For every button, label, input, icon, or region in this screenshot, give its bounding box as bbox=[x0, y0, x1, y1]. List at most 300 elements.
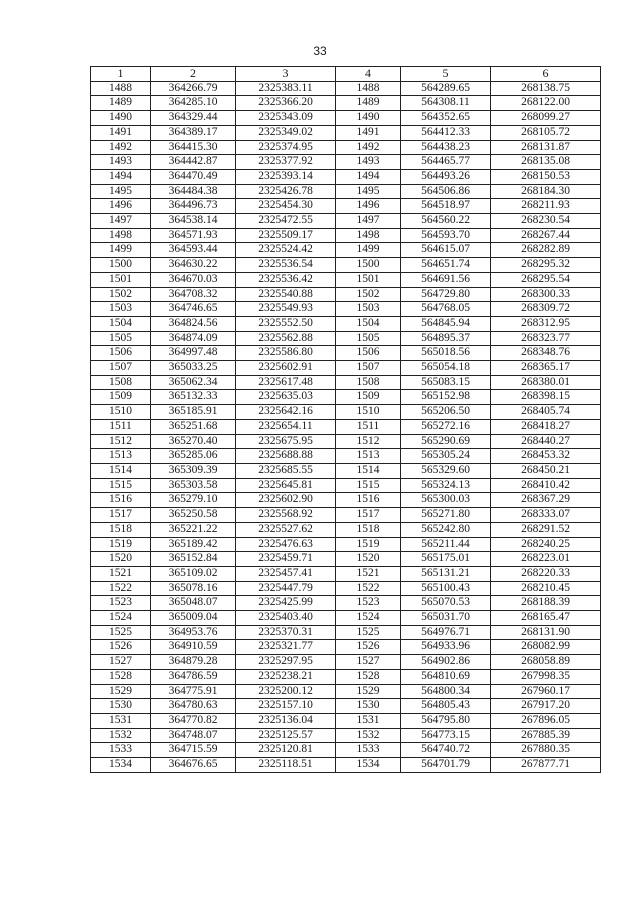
table-row bbox=[91, 405, 601, 420]
table-cell: 365109.02 bbox=[151, 566, 236, 581]
table-cell: 364748.07 bbox=[151, 728, 236, 743]
table-cell: 1506 bbox=[336, 346, 401, 361]
table-cell: 364470.49 bbox=[151, 169, 236, 184]
table-cell: 2325125.57 bbox=[236, 728, 336, 743]
table-cell: 1504 bbox=[336, 316, 401, 331]
table-cell: 364285.10 bbox=[151, 96, 236, 111]
table-row bbox=[91, 434, 601, 449]
table-cell: 365285.06 bbox=[151, 449, 236, 464]
table-cell: 268220.33 bbox=[491, 566, 601, 581]
table-cell: 564352.65 bbox=[401, 111, 491, 126]
table-cell: 1530 bbox=[91, 699, 151, 714]
table-cell: 1506 bbox=[91, 346, 151, 361]
table-cell: 364874.09 bbox=[151, 331, 236, 346]
table-cell: 1507 bbox=[91, 361, 151, 376]
column-header: 3 bbox=[236, 67, 336, 82]
table-cell: 1489 bbox=[91, 96, 151, 111]
table-row bbox=[91, 508, 601, 523]
table-cell: 364496.73 bbox=[151, 199, 236, 214]
table-cell: 2325377.92 bbox=[236, 155, 336, 170]
table-cell: 1503 bbox=[91, 302, 151, 317]
table-cell: 1514 bbox=[91, 463, 151, 478]
table-cell: 2325540.88 bbox=[236, 287, 336, 302]
table-cell: 565324.13 bbox=[401, 478, 491, 493]
table-cell: 268099.27 bbox=[491, 111, 601, 126]
table-cell: 2325349.02 bbox=[236, 125, 336, 140]
table-row bbox=[91, 758, 601, 773]
column-header: 4 bbox=[336, 67, 401, 82]
table-cell: 268295.32 bbox=[491, 258, 601, 273]
table-cell: 268365.17 bbox=[491, 361, 601, 376]
table-row bbox=[91, 96, 601, 111]
table-cell: 268450.21 bbox=[491, 463, 601, 478]
table-cell: 1527 bbox=[336, 655, 401, 670]
table-cell: 1515 bbox=[336, 478, 401, 493]
table-row bbox=[91, 331, 601, 346]
table-cell: 2325549.93 bbox=[236, 302, 336, 317]
table-cell: 1505 bbox=[336, 331, 401, 346]
table-cell: 2325536.54 bbox=[236, 258, 336, 273]
table-cell: 268312.95 bbox=[491, 316, 601, 331]
table-row bbox=[91, 566, 601, 581]
table-cell: 1502 bbox=[336, 287, 401, 302]
table-cell: 268405.74 bbox=[491, 405, 601, 420]
table-cell: 268453.32 bbox=[491, 449, 601, 464]
table-cell: 1534 bbox=[91, 758, 151, 773]
table-cell: 1493 bbox=[336, 155, 401, 170]
table-cell: 2325447.79 bbox=[236, 581, 336, 596]
table-cell: 364953.76 bbox=[151, 625, 236, 640]
table-cell: 564560.22 bbox=[401, 214, 491, 229]
table-cell: 1491 bbox=[91, 125, 151, 140]
table-cell: 268122.00 bbox=[491, 96, 601, 111]
table-cell: 2325454.30 bbox=[236, 199, 336, 214]
table-cell: 365270.40 bbox=[151, 434, 236, 449]
table-cell: 1494 bbox=[336, 169, 401, 184]
table-cell: 1496 bbox=[336, 199, 401, 214]
table-cell: 365185.91 bbox=[151, 405, 236, 420]
table-cell: 2325343.09 bbox=[236, 111, 336, 126]
table-cell: 2325536.42 bbox=[236, 272, 336, 287]
table-cell: 564800.34 bbox=[401, 684, 491, 699]
table-cell: 268211.93 bbox=[491, 199, 601, 214]
table-cell: 1495 bbox=[91, 184, 151, 199]
table-row bbox=[91, 537, 601, 552]
table-cell: 268323.77 bbox=[491, 331, 601, 346]
table-cell: 1510 bbox=[91, 405, 151, 420]
table-cell: 1494 bbox=[91, 169, 151, 184]
table-cell: 1504 bbox=[91, 316, 151, 331]
table-cell: 1501 bbox=[336, 272, 401, 287]
table-cell: 1500 bbox=[336, 258, 401, 273]
table-cell: 1512 bbox=[336, 434, 401, 449]
table-row bbox=[91, 302, 601, 317]
table-cell: 1531 bbox=[91, 713, 151, 728]
table-cell: 564506.86 bbox=[401, 184, 491, 199]
table-cell: 565018.56 bbox=[401, 346, 491, 361]
table-cell: 268295.54 bbox=[491, 272, 601, 287]
table-cell: 564308.11 bbox=[401, 96, 491, 111]
table-cell: 364708.32 bbox=[151, 287, 236, 302]
table-cell: 1499 bbox=[91, 243, 151, 258]
table-cell: 2325688.88 bbox=[236, 449, 336, 464]
table-cell: 2325685.55 bbox=[236, 463, 336, 478]
table-cell: 565242.80 bbox=[401, 522, 491, 537]
table-cell: 565329.60 bbox=[401, 463, 491, 478]
table-cell: 2325586.80 bbox=[236, 346, 336, 361]
table-cell: 564651.74 bbox=[401, 258, 491, 273]
column-header: 2 bbox=[151, 67, 236, 82]
table-cell: 1502 bbox=[91, 287, 151, 302]
table-cell: 364715.59 bbox=[151, 743, 236, 758]
table-cell: 268291.52 bbox=[491, 522, 601, 537]
table-row bbox=[91, 655, 601, 670]
table-row bbox=[91, 596, 601, 611]
table-row bbox=[91, 625, 601, 640]
table-cell: 268300.33 bbox=[491, 287, 601, 302]
table-cell: 565175.01 bbox=[401, 552, 491, 567]
table-row bbox=[91, 243, 601, 258]
table-cell: 1532 bbox=[336, 728, 401, 743]
table-cell: 565211.44 bbox=[401, 537, 491, 552]
table-row bbox=[91, 493, 601, 508]
table-row bbox=[91, 361, 601, 376]
table-cell: 1516 bbox=[336, 493, 401, 508]
table-cell: 1517 bbox=[336, 508, 401, 523]
table-cell: 268184.30 bbox=[491, 184, 601, 199]
table-cell: 1523 bbox=[336, 596, 401, 611]
table-cell: 2325562.88 bbox=[236, 331, 336, 346]
table-cell: 2325425.99 bbox=[236, 596, 336, 611]
table-row bbox=[91, 640, 601, 655]
table-cell: 564773.15 bbox=[401, 728, 491, 743]
table-cell: 365309.39 bbox=[151, 463, 236, 478]
table-cell: 268165.47 bbox=[491, 611, 601, 626]
table-cell: 268333.07 bbox=[491, 508, 601, 523]
table-cell: 1492 bbox=[91, 140, 151, 155]
column-header: 1 bbox=[91, 67, 151, 82]
table-row bbox=[91, 155, 601, 170]
table-cell: 2325654.11 bbox=[236, 419, 336, 434]
table-cell: 1526 bbox=[336, 640, 401, 655]
table-cell: 1492 bbox=[336, 140, 401, 155]
table-cell: 267896.05 bbox=[491, 713, 601, 728]
table-cell: 1522 bbox=[91, 581, 151, 596]
table-cell: 364593.44 bbox=[151, 243, 236, 258]
table-row bbox=[91, 699, 601, 714]
table-cell: 565290.69 bbox=[401, 434, 491, 449]
table-cell: 2325393.14 bbox=[236, 169, 336, 184]
table-cell: 1521 bbox=[336, 566, 401, 581]
table-cell: 2325403.40 bbox=[236, 611, 336, 626]
table-cell: 268348.76 bbox=[491, 346, 601, 361]
table-cell: 2325366.20 bbox=[236, 96, 336, 111]
table-row bbox=[91, 713, 601, 728]
table-cell: 1509 bbox=[336, 390, 401, 405]
table-cell: 267880.35 bbox=[491, 743, 601, 758]
table-cell: 364389.17 bbox=[151, 125, 236, 140]
table-cell: 2325472.55 bbox=[236, 214, 336, 229]
table-cell: 564810.69 bbox=[401, 669, 491, 684]
table-cell: 364442.87 bbox=[151, 155, 236, 170]
table-cell: 1525 bbox=[336, 625, 401, 640]
table-cell: 1512 bbox=[91, 434, 151, 449]
table-cell: 564412.33 bbox=[401, 125, 491, 140]
table-row bbox=[91, 669, 601, 684]
table-cell: 1510 bbox=[336, 405, 401, 420]
table-cell: 564493.26 bbox=[401, 169, 491, 184]
table-cell: 268131.87 bbox=[491, 140, 601, 155]
table-cell: 2325527.62 bbox=[236, 522, 336, 537]
table-cell: 267885.39 bbox=[491, 728, 601, 743]
table-cell: 1532 bbox=[91, 728, 151, 743]
table-cell: 364266.79 bbox=[151, 81, 236, 96]
table-cell: 365033.25 bbox=[151, 361, 236, 376]
table-cell: 1528 bbox=[336, 669, 401, 684]
table-cell: 268210.45 bbox=[491, 581, 601, 596]
table-cell: 1534 bbox=[336, 758, 401, 773]
table-cell: 364770.82 bbox=[151, 713, 236, 728]
table-cell: 564740.72 bbox=[401, 743, 491, 758]
table-row bbox=[91, 611, 601, 626]
table-cell: 2325476.63 bbox=[236, 537, 336, 552]
table-cell: 564465.77 bbox=[401, 155, 491, 170]
table-cell: 365048.07 bbox=[151, 596, 236, 611]
table-cell: 364910.59 bbox=[151, 640, 236, 655]
table-cell: 1500 bbox=[91, 258, 151, 273]
table-cell: 1527 bbox=[91, 655, 151, 670]
table-cell: 364676.65 bbox=[151, 758, 236, 773]
table-row bbox=[91, 111, 601, 126]
table-cell: 1513 bbox=[336, 449, 401, 464]
table-cell: 1514 bbox=[336, 463, 401, 478]
table-cell: 364329.44 bbox=[151, 111, 236, 126]
table-row bbox=[91, 81, 601, 96]
table-cell: 267960.17 bbox=[491, 684, 601, 699]
table-cell: 2325568.92 bbox=[236, 508, 336, 523]
table-cell: 2325118.51 bbox=[236, 758, 336, 773]
table-cell: 267998.35 bbox=[491, 669, 601, 684]
table-cell: 268082.99 bbox=[491, 640, 601, 655]
table-cell: 364997.48 bbox=[151, 346, 236, 361]
table-cell: 364775.91 bbox=[151, 684, 236, 699]
table-cell: 365189.42 bbox=[151, 537, 236, 552]
table-cell: 1499 bbox=[336, 243, 401, 258]
table-row bbox=[91, 272, 601, 287]
table-row bbox=[91, 390, 601, 405]
table-cell: 565100.43 bbox=[401, 581, 491, 596]
table-cell: 564289.65 bbox=[401, 81, 491, 96]
table-cell: 564691.56 bbox=[401, 272, 491, 287]
table-cell: 268267.44 bbox=[491, 228, 601, 243]
table-cell: 564795.80 bbox=[401, 713, 491, 728]
table-cell: 565070.53 bbox=[401, 596, 491, 611]
coordinates-table bbox=[90, 66, 601, 773]
table-row bbox=[91, 125, 601, 140]
table-cell: 268188.39 bbox=[491, 596, 601, 611]
table-cell: 268230.54 bbox=[491, 214, 601, 229]
table-cell: 1488 bbox=[336, 81, 401, 96]
table-cell: 1497 bbox=[91, 214, 151, 229]
table-cell: 1489 bbox=[336, 96, 401, 111]
table-cell: 2325321.77 bbox=[236, 640, 336, 655]
table-cell: 1531 bbox=[336, 713, 401, 728]
table-cell: 1490 bbox=[91, 111, 151, 126]
table-cell: 1533 bbox=[336, 743, 401, 758]
table-cell: 2325602.90 bbox=[236, 493, 336, 508]
table-cell: 2325426.78 bbox=[236, 184, 336, 199]
table-cell: 1521 bbox=[91, 566, 151, 581]
table-cell: 364538.14 bbox=[151, 214, 236, 229]
table-cell: 268410.42 bbox=[491, 478, 601, 493]
table-cell: 1491 bbox=[336, 125, 401, 140]
table-cell: 1525 bbox=[91, 625, 151, 640]
table-cell: 1520 bbox=[91, 552, 151, 567]
table-cell: 564845.94 bbox=[401, 316, 491, 331]
table-cell: 1507 bbox=[336, 361, 401, 376]
table-cell: 2325370.31 bbox=[236, 625, 336, 640]
table-cell: 1490 bbox=[336, 111, 401, 126]
table-cell: 1505 bbox=[91, 331, 151, 346]
table-cell: 2325635.03 bbox=[236, 390, 336, 405]
page-number: 33 bbox=[313, 44, 327, 58]
table-cell: 1524 bbox=[336, 611, 401, 626]
table-cell: 564593.70 bbox=[401, 228, 491, 243]
table-row bbox=[91, 478, 601, 493]
table-cell: 2325642.16 bbox=[236, 405, 336, 420]
table-cell: 364670.03 bbox=[151, 272, 236, 287]
table-cell: 365132.33 bbox=[151, 390, 236, 405]
table-cell: 267877.71 bbox=[491, 758, 601, 773]
table-cell: 564976.71 bbox=[401, 625, 491, 640]
table-cell: 1529 bbox=[336, 684, 401, 699]
table-cell: 1519 bbox=[336, 537, 401, 552]
table-row bbox=[91, 684, 601, 699]
table-cell: 1515 bbox=[91, 478, 151, 493]
table-cell: 364824.56 bbox=[151, 316, 236, 331]
table-cell: 1503 bbox=[336, 302, 401, 317]
table-cell: 268105.72 bbox=[491, 125, 601, 140]
table-cell: 565054.18 bbox=[401, 361, 491, 376]
table-cell: 1519 bbox=[91, 537, 151, 552]
table-cell: 364746.65 bbox=[151, 302, 236, 317]
table-row bbox=[91, 214, 601, 229]
table-cell: 565300.03 bbox=[401, 493, 491, 508]
table-cell: 2325675.95 bbox=[236, 434, 336, 449]
table-cell: 364571.93 bbox=[151, 228, 236, 243]
table-cell: 564895.37 bbox=[401, 331, 491, 346]
table-cell: 564615.07 bbox=[401, 243, 491, 258]
table-cell: 1524 bbox=[91, 611, 151, 626]
table-cell: 365303.58 bbox=[151, 478, 236, 493]
table-cell: 2325509.17 bbox=[236, 228, 336, 243]
table-cell: 1497 bbox=[336, 214, 401, 229]
table-cell: 1523 bbox=[91, 596, 151, 611]
table-cell: 1526 bbox=[91, 640, 151, 655]
table-row bbox=[91, 140, 601, 155]
table-cell: 565031.70 bbox=[401, 611, 491, 626]
column-header: 6 bbox=[491, 67, 601, 82]
table-cell: 2325645.81 bbox=[236, 478, 336, 493]
table-row bbox=[91, 228, 601, 243]
table-row bbox=[91, 184, 601, 199]
table-cell: 2325383.11 bbox=[236, 81, 336, 96]
table-cell: 2325297.95 bbox=[236, 655, 336, 670]
table-cell: 2325136.04 bbox=[236, 713, 336, 728]
table-cell: 365221.22 bbox=[151, 522, 236, 537]
table-body bbox=[91, 81, 601, 772]
table-row bbox=[91, 581, 601, 596]
table-row bbox=[91, 258, 601, 273]
table-cell: 364879.28 bbox=[151, 655, 236, 670]
table-cell: 565271.80 bbox=[401, 508, 491, 523]
table-cell: 1509 bbox=[91, 390, 151, 405]
table-cell: 365062.34 bbox=[151, 375, 236, 390]
table-cell: 2325200.12 bbox=[236, 684, 336, 699]
table-cell: 365279.10 bbox=[151, 493, 236, 508]
table-cell: 565152.98 bbox=[401, 390, 491, 405]
table-cell: 364786.59 bbox=[151, 669, 236, 684]
table-cell: 268135.08 bbox=[491, 155, 601, 170]
table-cell: 565305.24 bbox=[401, 449, 491, 464]
table-cell: 268150.53 bbox=[491, 169, 601, 184]
table-cell: 268131.90 bbox=[491, 625, 601, 640]
table-cell: 1495 bbox=[336, 184, 401, 199]
table-cell: 1520 bbox=[336, 552, 401, 567]
table-cell: 2325602.91 bbox=[236, 361, 336, 376]
table-cell: 365078.16 bbox=[151, 581, 236, 596]
table-cell: 1517 bbox=[91, 508, 151, 523]
table-row bbox=[91, 346, 601, 361]
column-header: 5 bbox=[401, 67, 491, 82]
table-row bbox=[91, 316, 601, 331]
table-cell: 1529 bbox=[91, 684, 151, 699]
table-row bbox=[91, 287, 601, 302]
table-cell: 365250.58 bbox=[151, 508, 236, 523]
table-row bbox=[91, 449, 601, 464]
table-cell: 564768.05 bbox=[401, 302, 491, 317]
table-cell: 564701.79 bbox=[401, 758, 491, 773]
table-cell: 2325157.10 bbox=[236, 699, 336, 714]
table-cell: 364415.30 bbox=[151, 140, 236, 155]
table-cell: 1528 bbox=[91, 669, 151, 684]
table-cell: 1501 bbox=[91, 272, 151, 287]
table-cell: 1508 bbox=[91, 375, 151, 390]
table-cell: 1518 bbox=[336, 522, 401, 537]
table-row bbox=[91, 419, 601, 434]
table-header-row bbox=[91, 67, 601, 82]
table-cell: 1511 bbox=[336, 419, 401, 434]
table-cell: 1516 bbox=[91, 493, 151, 508]
table-cell: 1522 bbox=[336, 581, 401, 596]
table-cell: 268309.72 bbox=[491, 302, 601, 317]
table-cell: 565131.21 bbox=[401, 566, 491, 581]
table-cell: 1533 bbox=[91, 743, 151, 758]
table-cell: 564805.43 bbox=[401, 699, 491, 714]
table-cell: 565272.16 bbox=[401, 419, 491, 434]
table-cell: 268058.89 bbox=[491, 655, 601, 670]
table-cell: 365152.84 bbox=[151, 552, 236, 567]
table-cell: 564438.23 bbox=[401, 140, 491, 155]
table-cell: 365009.04 bbox=[151, 611, 236, 626]
table-cell: 1496 bbox=[91, 199, 151, 214]
table-cell: 268440.27 bbox=[491, 434, 601, 449]
table-cell: 268367.29 bbox=[491, 493, 601, 508]
table-row bbox=[91, 728, 601, 743]
table-row bbox=[91, 375, 601, 390]
table-cell: 2325374.95 bbox=[236, 140, 336, 155]
table-cell: 565083.15 bbox=[401, 375, 491, 390]
